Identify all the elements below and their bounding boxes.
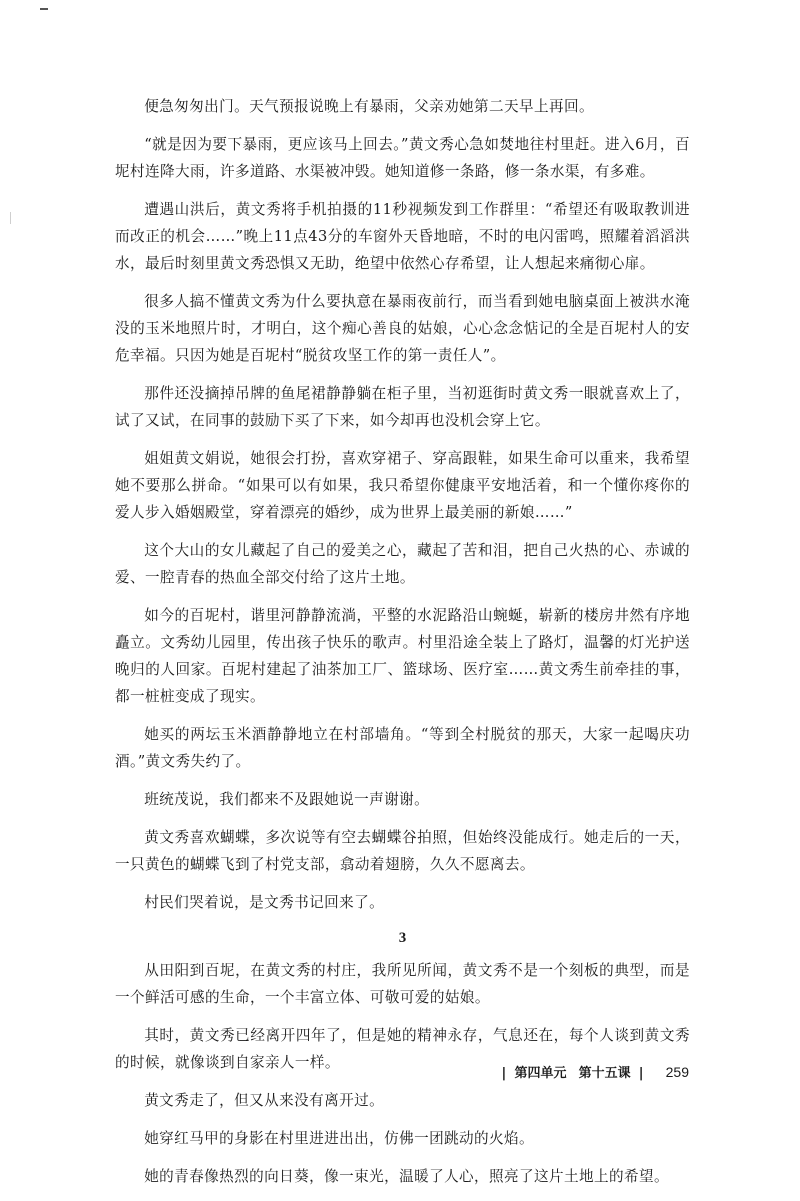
paragraph: 便急匆匆出门。天气预报说晚上有暴雨，父亲劝她第二天早上再回。 (144, 98, 595, 115)
paragraph: 她穿红马甲的身影在村里进进出出，仿佛一团跳动的火焰。 (144, 1130, 535, 1147)
paragraph: 其时，黄文秀已经离开四年了，但是她的精神永存，气息还在，每个人谈到黄文秀的时候，就像谈到自家亲人一样。 (115, 1027, 690, 1071)
paragraph: “就是因为要下暴雨，更应该马上回去。”黄文秀心急如焚地往村里赶。进入6月，百坭村连降大雨，许多道路、水渠被冲毁。她知道修一条路，修一条水渠，有多难。 (115, 136, 690, 180)
paragraph: 很多人搞不懂黄文秀为什么要执意在暴雨夜前行，而当看到她电脑桌面上被洪水淹没的玉米地照片时，才明白，这个痴心善良的姑娘，心心念念惦记的全是百坭村人的安危幸福。只因为她是百坭村“脱贫攻坚工作的第一责任人”。 (115, 293, 690, 364)
margin-tick (10, 212, 11, 224)
paragraph: 她的青春像热烈的向日葵，像一束光，温暖了人心，照亮了这片土地上的希望。 (144, 1168, 669, 1185)
paragraph: 班统茂说，我们都来不及跟她说一声谢谢。 (144, 791, 430, 808)
paragraph: 她买的两坛玉米酒静静地立在村部墙角。“等到全村脱贫的那天，大家一起喝庆功酒。”黄文秀失约了。 (115, 726, 690, 770)
section-number: 3 (398, 930, 407, 946)
paragraph: 如今的百坭村，谐里河静静流淌，平整的水泥路沿山蜿蜒，崭新的楼房井然有序地矗立。文秀幼儿园里，传出孩子快乐的歌声。村里沿途全装上了路灯，温馨的灯光护送晚归的人回家。百坭村建起了油茶加工厂、篮球场、医疗室……黄文秀生前牵挂的事，都一桩桩变成了现实。 (115, 607, 690, 705)
footer-separator: | (638, 1066, 644, 1081)
paragraph: 黄文秀喜欢蝴蝶，多次说等有空去蝴蝶谷拍照，但始终没能成行。她走后的一天，一只黄色的蝴蝶飞到了村党支部，翕动着翅膀，久久不愿离去。 (115, 829, 690, 873)
paragraph: 姐姐黄文娟说，她很会打扮，喜欢穿裙子、穿高跟鞋，如果生命可以重来，我希望她不要那么拼命。“如果可以有如果，我只希望你健康平安地活着，和一个懂你疼你的爱人步入婚姻殿堂，穿着漂亮的婚纱，成为世界上最美丽的新娘……” (115, 450, 690, 521)
footer-separator: | (501, 1066, 507, 1081)
paragraph: 这个大山的女儿藏起了自己的爱美之心，藏起了苦和泪，把自己火热的心、赤诚的爱、一腔青春的热血全部交付给了这片土地。 (115, 542, 690, 586)
paragraph: 遭遇山洪后，黄文秀将手机拍摄的11秒视频发到工作群里：“希望还有吸取教训进而改正的机会……”晚上11点43分的车窗外天昏地暗，不时的电闪雷鸣，照耀着滔滔洪水，最后时刻里黄文秀恐惧又无助，绝望中依然心存希望，让人想起来痛彻心扉。 (115, 201, 690, 272)
paragraph: 那件还没摘掉吊牌的鱼尾裙静静躺在柜子里，当初逛街时黄文秀一眼就喜欢上了，试了又试，在同事的鼓励下买了下来，如今却再也没机会穿上它。 (115, 385, 690, 429)
lesson-label: 第十五课 (578, 1066, 631, 1081)
paragraphs-before-section (115, 93, 690, 916)
paragraph: 村民们哭着说，是文秀书记回来了。 (144, 894, 385, 911)
page-corner-mark (40, 8, 48, 10)
paragraph: 黄文秀走了，但又从来没有离开过。 (144, 1092, 385, 1109)
page-footer (498, 1062, 689, 1084)
paragraph: 从田阳到百坭，在黄文秀的村庄，我所见所闻，黄文秀不是一个刻板的典型，而是一个鲜活可感的生命，一个丰富立体、可敬可爱的姑娘。 (115, 962, 690, 1006)
unit-label: 第四单元 (514, 1066, 567, 1081)
article-body (115, 93, 690, 1201)
page-number: 259 (665, 1064, 689, 1080)
